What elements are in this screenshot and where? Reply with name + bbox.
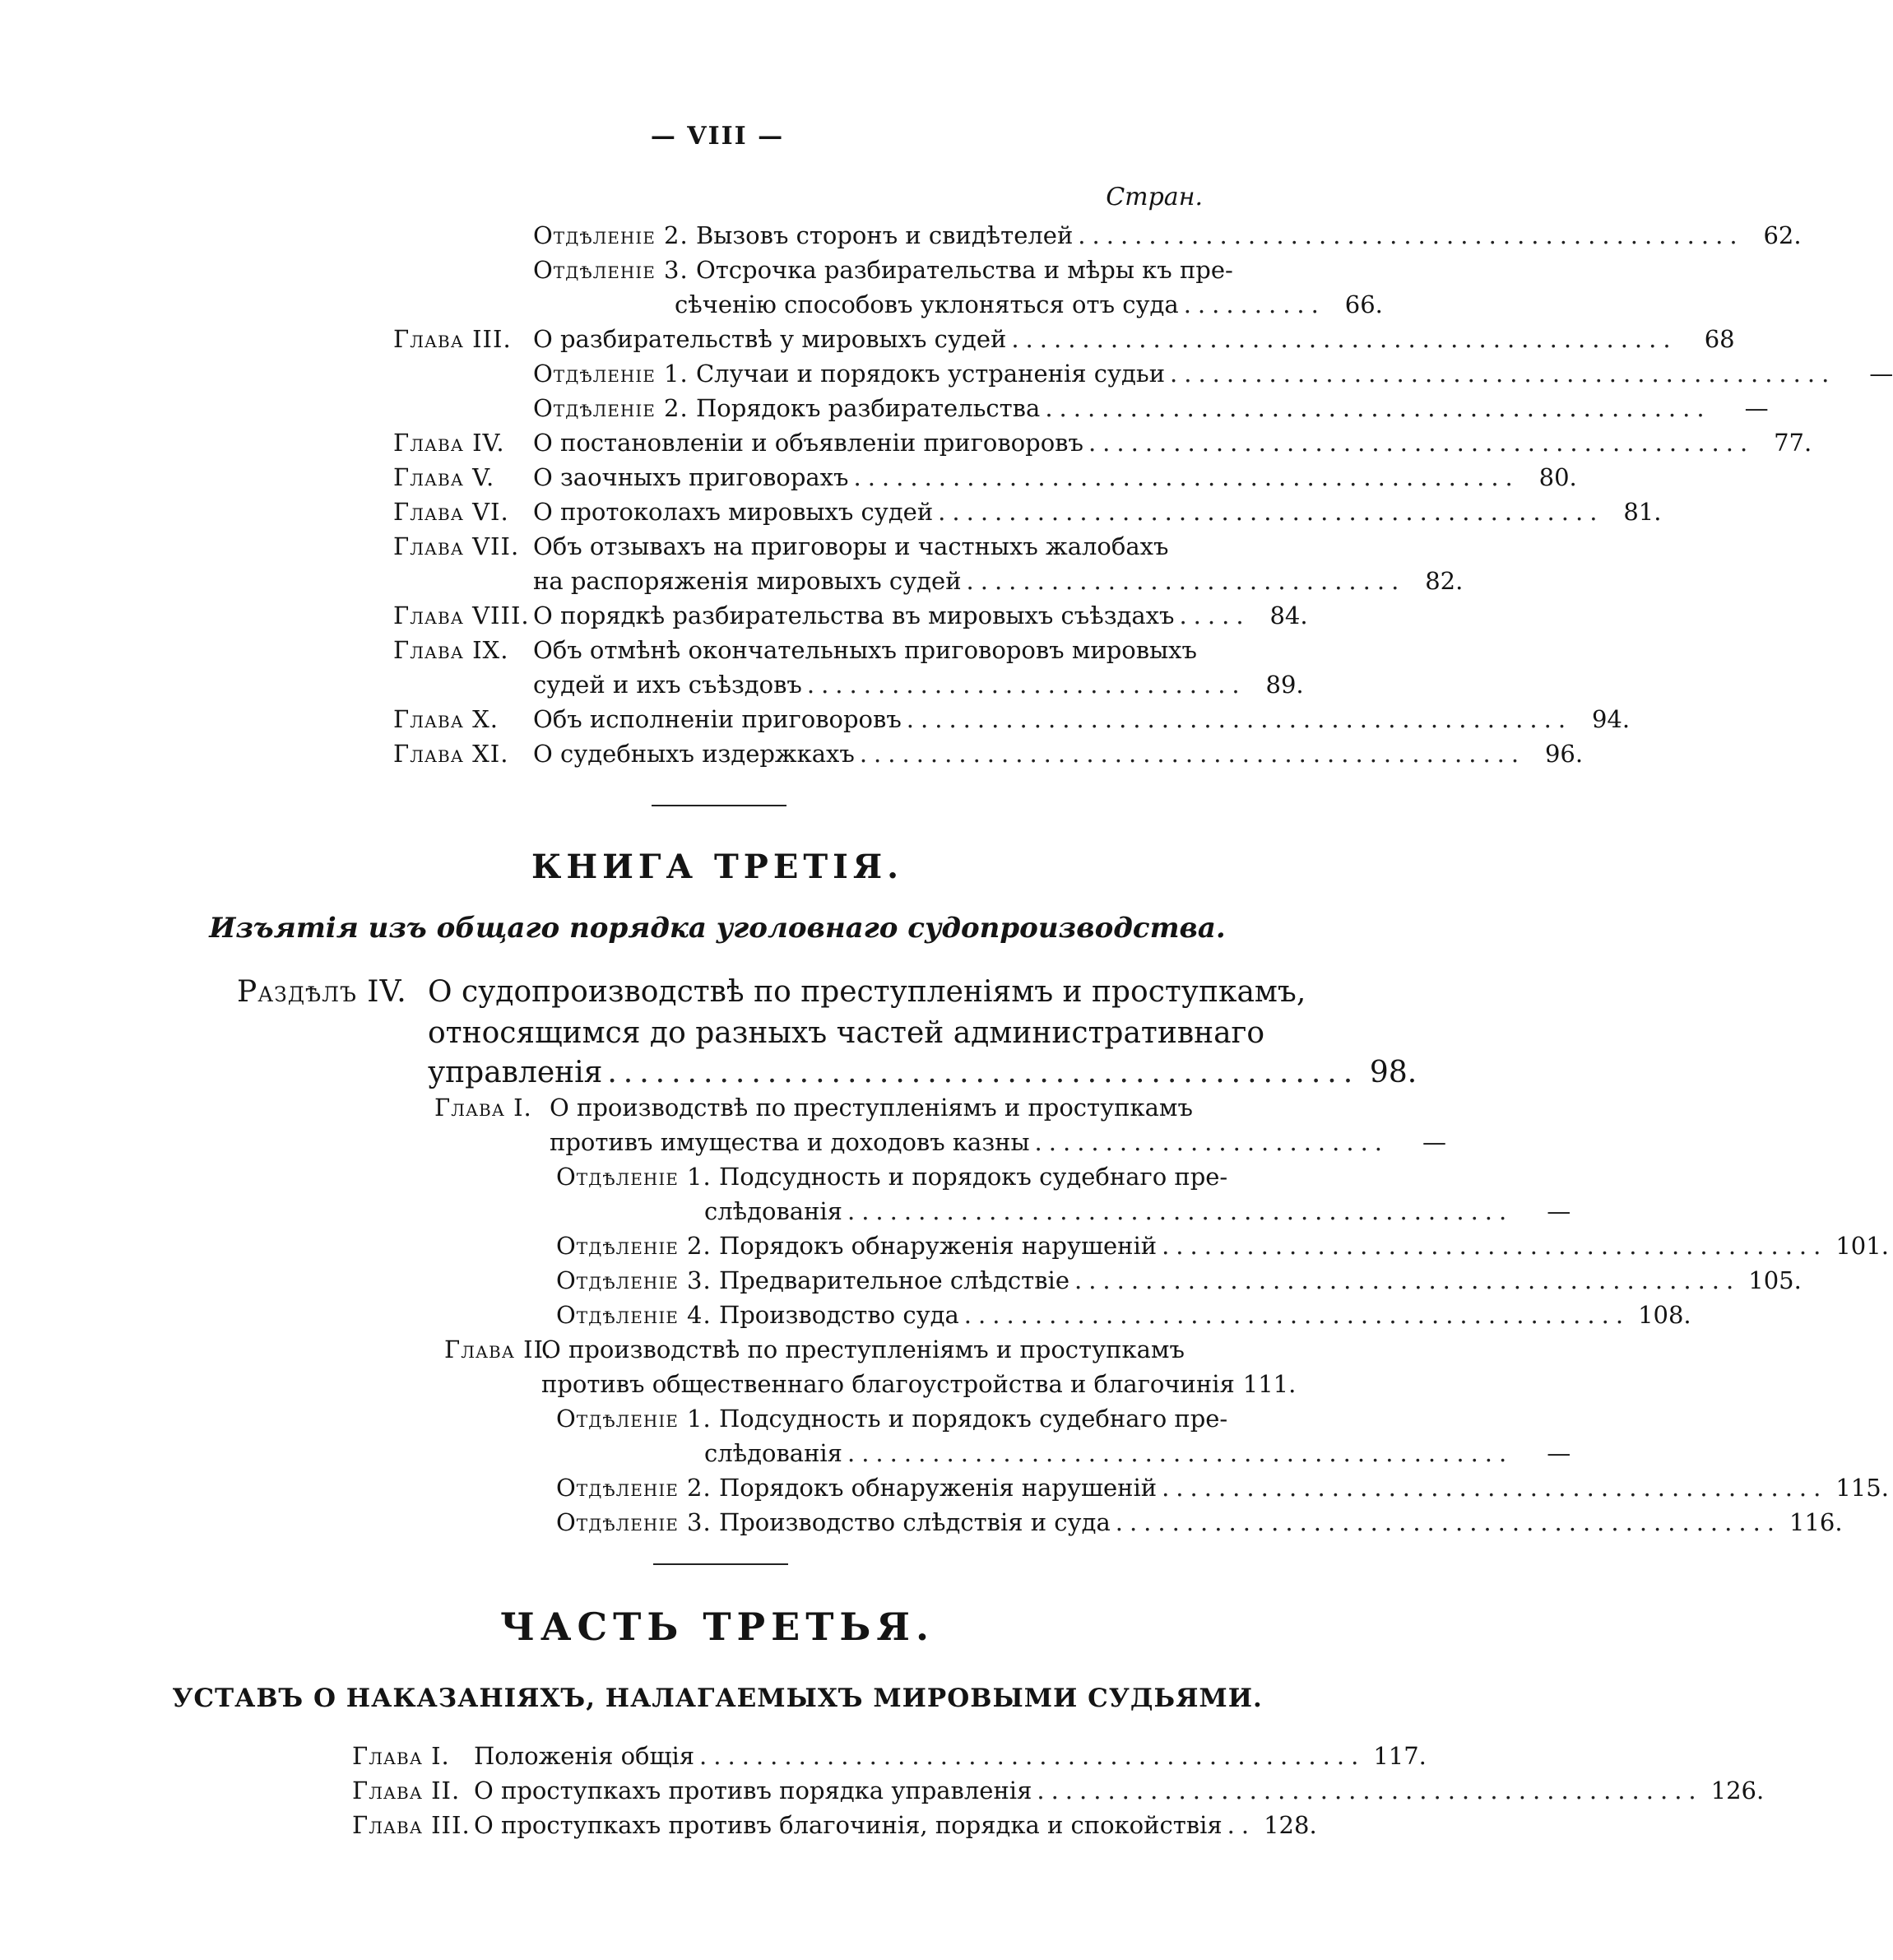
toc-entry-continuation <box>533 564 1464 597</box>
entry-label: Отдѣленіе 2. <box>533 221 689 249</box>
toc-entry[interactable] <box>352 1739 1427 1772</box>
toc-entry[interactable] <box>393 634 1209 666</box>
entry-page: 80. <box>1538 463 1577 491</box>
entry-label: Глава VII. <box>393 532 520 560</box>
entry-page: 68 <box>1704 325 1735 353</box>
entry-label: Глава VIII. <box>393 601 530 629</box>
leader-dots: ............................................... <box>1162 1232 1828 1260</box>
entry-page: 84. <box>1269 601 1308 629</box>
toc-entry[interactable] <box>556 1229 1889 1262</box>
razdel-title-cont: относящимся до разныхъ частей административнаго <box>428 1016 1265 1050</box>
toc-entry-continuation <box>704 1195 1571 1228</box>
leader-dots: ............................................... <box>607 1056 1360 1089</box>
entry-title: Предварительное слѣдствіе <box>718 1266 1069 1294</box>
entry-title: Подсудность и порядокъ судебнаго пре- <box>718 1405 1228 1433</box>
entry-title-cont: сѣченію способовъ уклоняться отъ суда <box>675 290 1179 318</box>
entry-page: — <box>1547 1439 1571 1467</box>
entry-label: Глава IX. <box>393 636 509 664</box>
entry-page: 94. <box>1591 705 1631 733</box>
leader-dots: ............................................... <box>1170 360 1836 388</box>
leader-dots: .. <box>1227 1811 1256 1839</box>
toc-entry[interactable] <box>352 1809 1317 1842</box>
leader-dots: ............................................... <box>847 1197 1514 1225</box>
toc-entry[interactable] <box>393 599 1308 632</box>
leader-dots: ............................................... <box>1074 1266 1741 1294</box>
entry-page: 116. <box>1789 1508 1843 1536</box>
toc-entry-continuation <box>533 668 1304 701</box>
toc-entry[interactable] <box>533 253 1233 286</box>
entry-page: 81. <box>1623 498 1662 526</box>
part-three-title: ЧАСТЬ ТРЕТЬЯ. <box>500 1605 935 1649</box>
entry-label: Глава V. <box>393 463 495 491</box>
toc-entry[interactable] <box>556 1402 1228 1435</box>
toc-entry[interactable] <box>556 1160 1228 1193</box>
toc-entry[interactable] <box>393 530 1209 563</box>
entry-label: Отдѣленіе 4. <box>556 1301 712 1329</box>
entry-title: Подсудность и порядокъ судебнаго пре- <box>718 1163 1228 1191</box>
leader-dots: ............................................... <box>963 1301 1631 1329</box>
leader-dots: ............................................... <box>847 1439 1514 1467</box>
entry-page: 117. <box>1373 1742 1427 1770</box>
entry-label: Отдѣленіе 1. <box>556 1163 712 1191</box>
entry-title: О производствѣ по преступленіямъ и проступкамъ <box>541 1335 1185 1363</box>
leader-dots: ............................................... <box>1011 325 1677 353</box>
entry-label: Отдѣленіе 2. <box>556 1474 712 1502</box>
razdel-title: О судопроизводствѣ по преступленіямъ и проступкамъ, <box>428 975 1306 1009</box>
toc-entry[interactable] <box>556 1298 1691 1331</box>
entry-title: О постановленіи и объявленіи приговоровъ <box>533 429 1083 457</box>
toc-entry-continuation <box>550 1126 1447 1159</box>
entry-label: Отдѣленіе 1. <box>556 1405 712 1433</box>
entry-title: О разбирательствѣ у мировыхъ судей <box>533 325 1007 353</box>
entry-label: Отдѣленіе 3. <box>556 1508 712 1536</box>
entry-page: — <box>1744 394 1769 422</box>
entry-page: — <box>1869 360 1893 388</box>
entry-title: Порядокъ разбирательства <box>695 394 1041 422</box>
entry-page: 105. <box>1748 1266 1802 1294</box>
entry-page: 128. <box>1264 1811 1317 1839</box>
razdel-label: Раздѣлъ IV. <box>237 975 407 1009</box>
entry-title: Производство слѣдствія и суда <box>718 1508 1111 1536</box>
toc-entry[interactable] <box>556 1471 1889 1504</box>
leader-dots: ............................................... <box>1037 1777 1703 1804</box>
entry-label: Глава III. <box>352 1811 471 1839</box>
razdel-title-cont: управленія <box>428 1056 603 1089</box>
entry-title: Производство суда <box>718 1301 959 1329</box>
entry-title-cont: слѣдованія <box>704 1439 842 1467</box>
leader-dots: ............................................... <box>1115 1508 1782 1536</box>
toc-entry[interactable] <box>393 703 1631 736</box>
leader-dots: ............................................... <box>859 740 1526 768</box>
leader-dots: ............................... <box>966 567 1406 595</box>
entry-title: О заочныхъ приговорахъ <box>533 463 849 491</box>
entry-title: О производствѣ по преступленіямъ и проступкамъ <box>550 1094 1193 1122</box>
entry-page: 126. <box>1710 1777 1765 1804</box>
entry-label: Отдѣленіе 1. <box>533 360 689 388</box>
entry-title-cont: противъ имущества и доходовъ казны <box>550 1128 1030 1156</box>
entry-label: Глава XI. <box>393 740 509 768</box>
entry-title-cont: противъ общественнаго благоустройства и благочинія <box>541 1370 1235 1398</box>
toc-entry[interactable] <box>444 1333 1219 1366</box>
leader-dots: ............................................... <box>1088 429 1755 457</box>
entry-label: Глава II. <box>444 1335 553 1363</box>
toc-entry[interactable] <box>556 1506 1843 1539</box>
entry-title: Порядокъ обнаруженія нарушеній <box>718 1474 1158 1502</box>
entry-page: 62. <box>1763 221 1802 249</box>
entry-title: О проступкахъ противъ благочинія, порядка и спокойствія <box>474 1811 1223 1839</box>
toc-entry-continuation <box>704 1437 1571 1470</box>
entry-title: Отсрочка разбирательства и мѣры къ пре- <box>695 256 1233 284</box>
toc-entry[interactable] <box>393 495 1662 528</box>
entry-label: Глава IV. <box>393 429 505 457</box>
entry-title: Случаи и порядокъ устраненія судьи <box>695 360 1166 388</box>
section-divider <box>653 1563 788 1565</box>
toc-entry[interactable] <box>556 1264 1802 1297</box>
entry-page: 96. <box>1544 740 1584 768</box>
toc-entry[interactable] <box>352 1774 1765 1807</box>
entry-page: 89. <box>1265 671 1304 699</box>
leader-dots: ............................................... <box>1162 1474 1828 1502</box>
part-three-subtitle: УСТАВЪ О НАКАЗАНІЯХЪ, НАЛАГАЕМЫХЪ МИРОВЫМИ СУДЬЯМИ. <box>172 1684 1263 1713</box>
leader-dots: ......................... <box>1034 1128 1390 1156</box>
entry-label: Глава I. <box>434 1094 532 1122</box>
razdel-entry[interactable] <box>237 975 1306 1009</box>
entry-label: Отдѣленіе 2. <box>556 1232 712 1260</box>
entry-page: 115. <box>1835 1474 1889 1502</box>
leader-dots: ............................................... <box>699 1742 1366 1770</box>
entry-label: Глава II. <box>352 1777 461 1804</box>
entry-title-cont: судей и ихъ съѣздовъ <box>533 671 802 699</box>
entry-label: Отдѣленіе 2. <box>533 394 689 422</box>
entry-page: 108. <box>1638 1301 1691 1329</box>
entry-page: — <box>1547 1197 1571 1225</box>
toc-entry[interactable] <box>393 737 1584 770</box>
entry-label: Глава I. <box>352 1742 450 1770</box>
entry-title-cont: слѣдованія <box>704 1197 842 1225</box>
toc-entry[interactable] <box>533 219 1802 252</box>
razdel-page: 98. <box>1369 1056 1417 1089</box>
entry-title: О протоколахъ мировыхъ судей <box>533 498 934 526</box>
entry-label: Отдѣленіе 3. <box>556 1266 712 1294</box>
leader-dots: .......... <box>1183 290 1325 318</box>
book-three-title: КНИГА ТРЕТІЯ. <box>531 848 904 886</box>
entry-page: 82. <box>1425 567 1464 595</box>
page-column-heading: Стран. <box>1106 183 1203 211</box>
entry-title: О судебныхъ издержкахъ <box>533 740 855 768</box>
section-divider <box>652 805 786 806</box>
leader-dots: ............................................... <box>938 498 1604 526</box>
toc-entry[interactable] <box>434 1091 1219 1124</box>
toc-entry-continuation <box>541 1368 1297 1400</box>
entry-title: Объ отзывахъ на приговоры и частныхъ жалобахъ <box>533 532 1169 560</box>
entry-title: Объ исполненіи приговоровъ <box>533 705 902 733</box>
entry-title: Вызовъ сторонъ и свидѣтелей <box>695 221 1074 249</box>
toc-entry[interactable] <box>393 426 1812 459</box>
toc-entry-continuation <box>675 288 1383 321</box>
entry-page: 66. <box>1344 290 1383 318</box>
running-head: — VIII — <box>650 122 785 151</box>
entry-label: Глава III. <box>393 325 512 353</box>
leader-dots: ..... <box>1179 601 1250 629</box>
entry-title: Положенія общія <box>474 1742 695 1770</box>
entry-label: Отдѣленіе 3. <box>533 256 689 284</box>
leader-dots: ............................................... <box>1045 394 1711 422</box>
entry-page: 111. <box>1242 1370 1297 1398</box>
leader-dots: ............................... <box>806 671 1246 699</box>
entry-page: 77. <box>1774 429 1812 457</box>
leader-dots: ............................................... <box>1078 221 1744 249</box>
toc-entry[interactable] <box>393 461 1577 494</box>
entry-title: О порядкѣ разбирательства въ мировыхъ съѣздахъ <box>533 601 1175 629</box>
leader-dots: ............................................... <box>853 463 1520 491</box>
entry-title-cont: на распоряженія мировыхъ судей <box>533 567 962 595</box>
razdel-entry-continuation <box>428 1056 1417 1089</box>
entry-title: О проступкахъ противъ порядка управленія <box>474 1777 1032 1804</box>
entry-title: Объ отмѣнѣ окончательныхъ приговоровъ мировыхъ <box>533 636 1197 664</box>
entry-page: 101. <box>1835 1232 1889 1260</box>
entry-page: — <box>1422 1128 1447 1156</box>
entry-label: Глава VI. <box>393 498 509 526</box>
toc-entry[interactable] <box>533 357 1893 390</box>
entry-title: Порядокъ обнаруженія нарушеній <box>718 1232 1158 1260</box>
book-three-subtitle: Изъятія изъ общаго порядка уголовнаго судопроизводства. <box>209 912 1226 945</box>
toc-entry[interactable] <box>393 323 1735 355</box>
leader-dots: ............................................... <box>906 705 1573 733</box>
toc-entry[interactable] <box>533 392 1769 425</box>
entry-label: Глава X. <box>393 705 499 733</box>
